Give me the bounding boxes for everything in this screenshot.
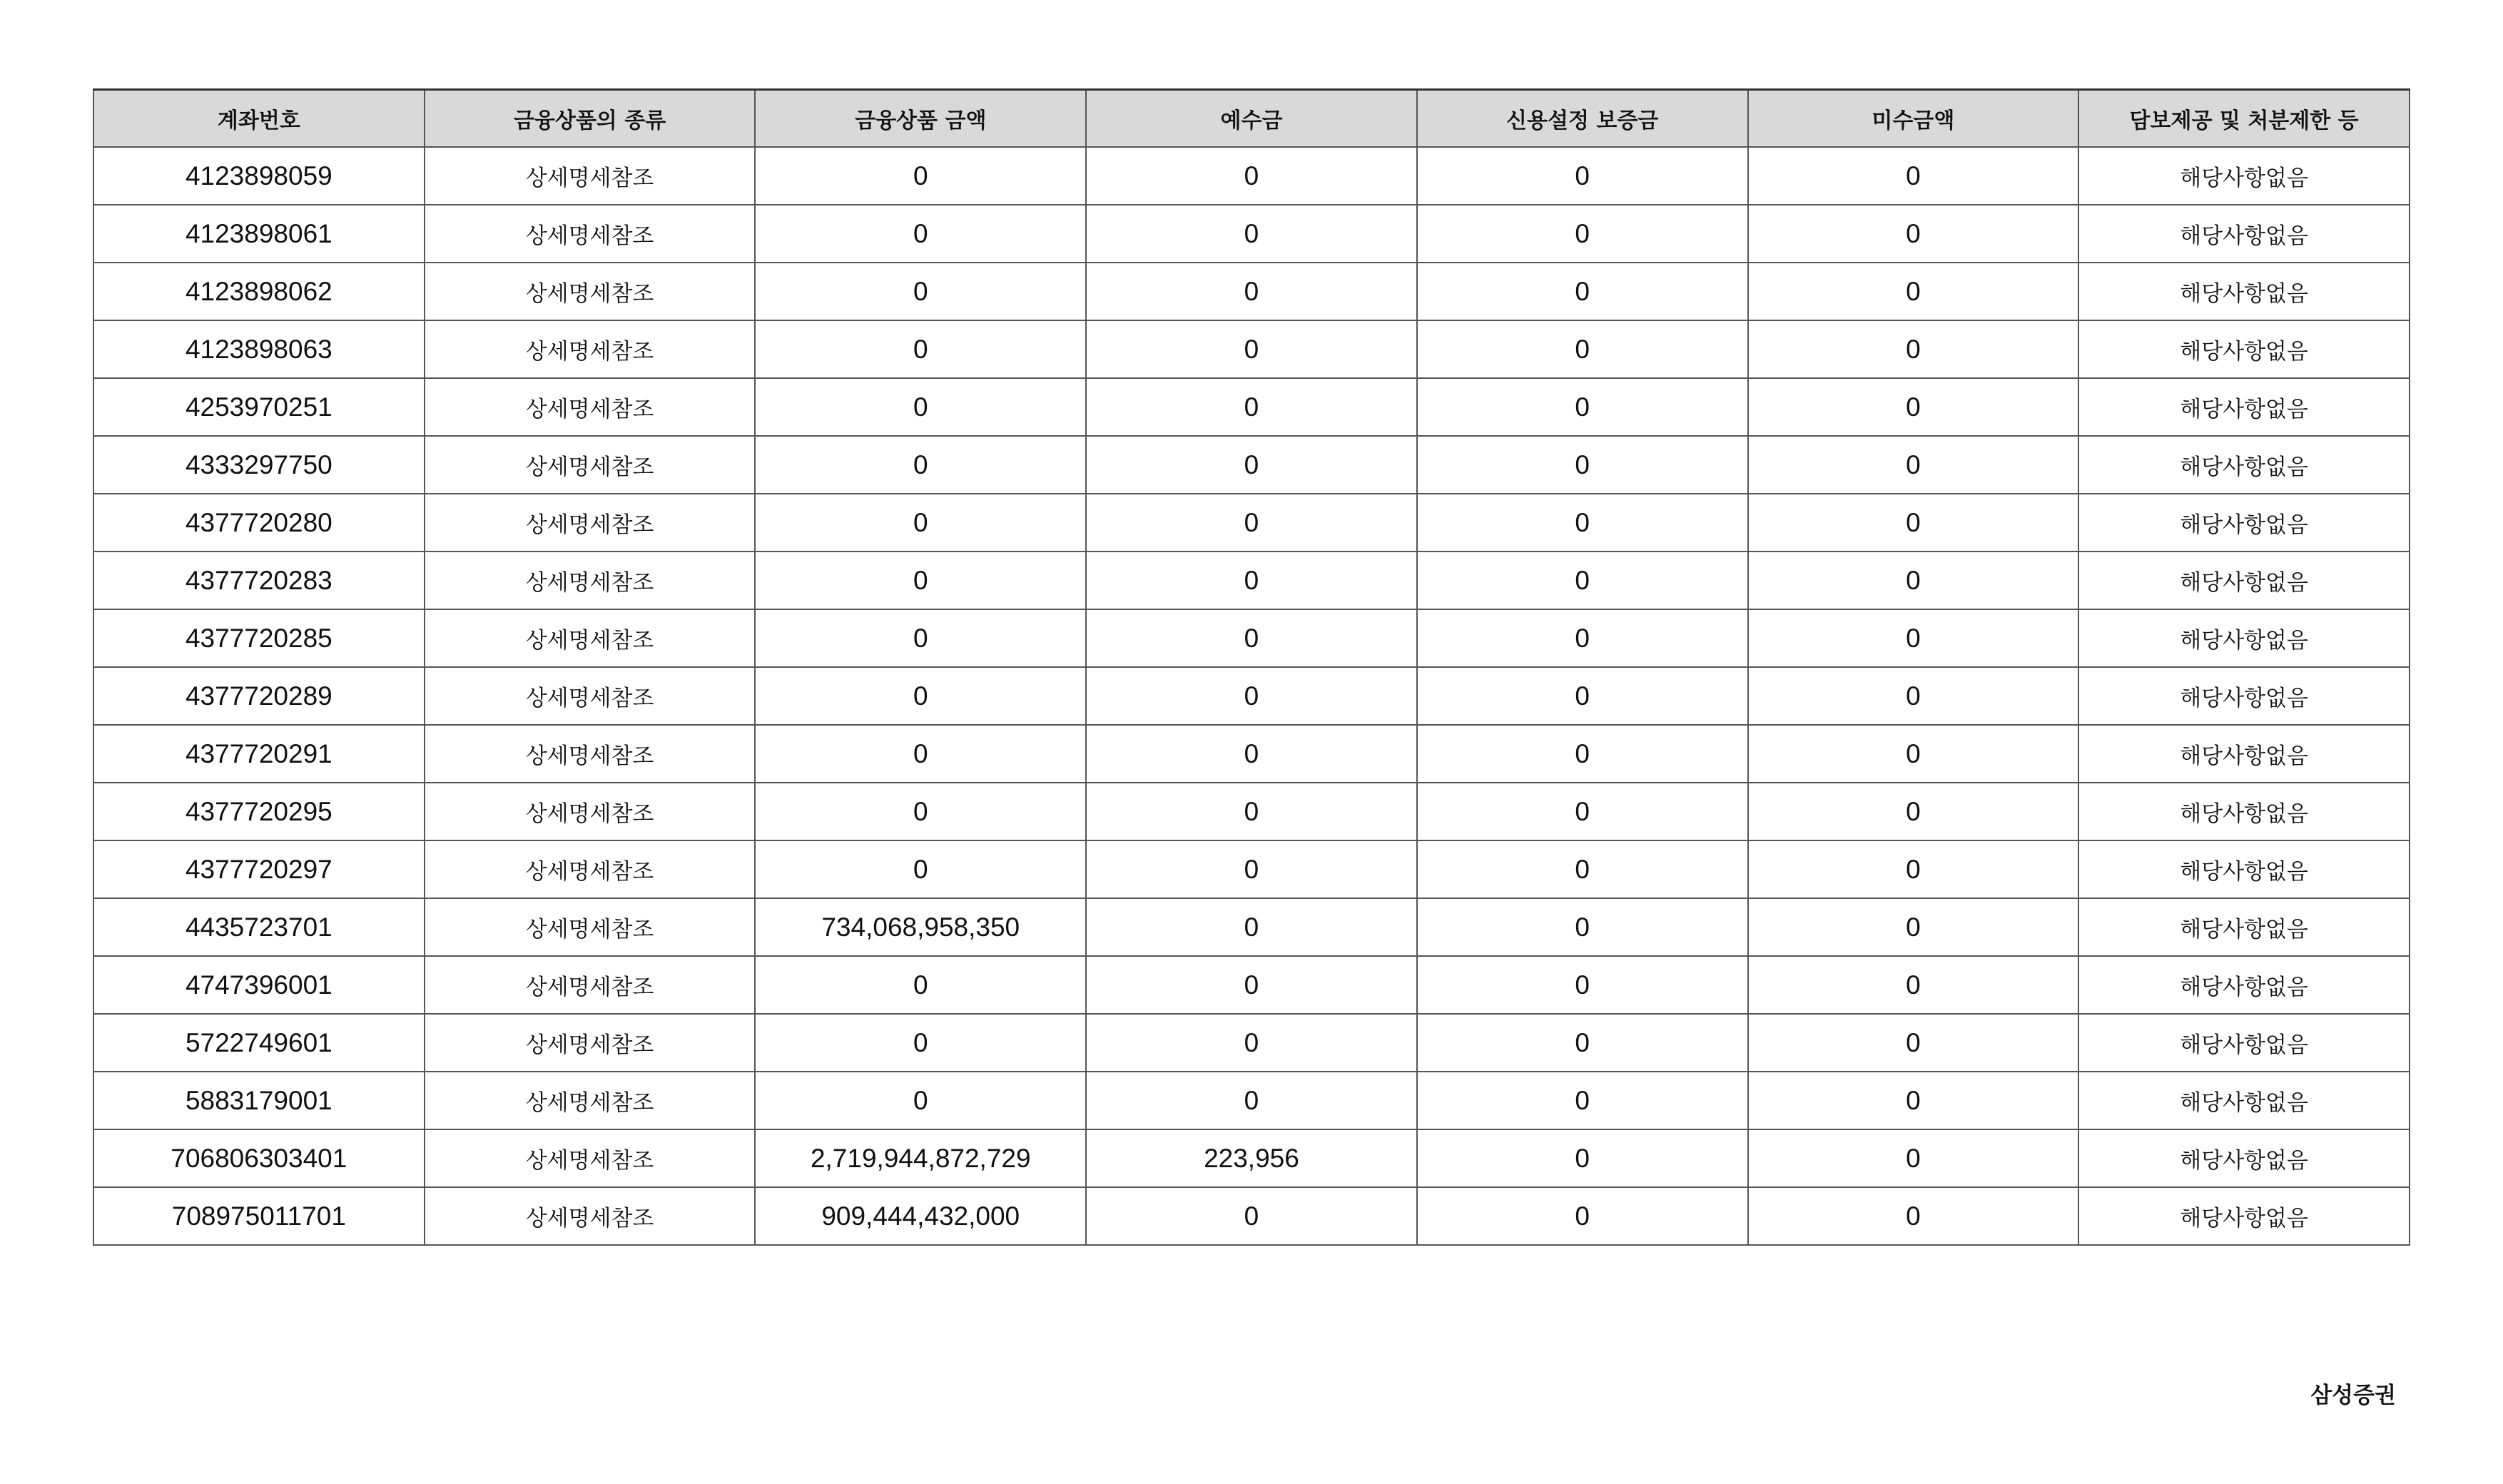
- table-row: [93, 956, 2410, 1014]
- collateral-restriction-cell: 해당사항없음: [2078, 1072, 2410, 1129]
- product-type-cell: 상세명세참조: [425, 725, 756, 783]
- product-amount-cell: 0: [755, 956, 1086, 1014]
- collateral-restriction-cell: 해당사항없음: [2078, 263, 2410, 320]
- credit-guarantee-cell: 0: [1417, 205, 1748, 263]
- column-header-product-type: 금융상품의 종류: [425, 90, 756, 148]
- unpaid-amount-cell: 0: [1748, 1129, 2079, 1187]
- credit-guarantee-cell: 0: [1417, 609, 1748, 667]
- collateral-restriction-cell: 해당사항없음: [2078, 205, 2410, 263]
- product-type-cell: 상세명세참조: [425, 898, 756, 956]
- product-amount-cell: 0: [755, 263, 1086, 320]
- table-row: [93, 320, 2410, 378]
- credit-guarantee-cell: 0: [1417, 1129, 1748, 1187]
- deposit-cell: 0: [1086, 609, 1417, 667]
- product-type-cell: 상세명세참조: [425, 1187, 756, 1245]
- product-amount-cell: 0: [755, 205, 1086, 263]
- unpaid-amount-cell: 0: [1748, 320, 2079, 378]
- account-number-cell: 4123898059: [93, 147, 425, 205]
- product-amount-cell: 734,068,958,350: [755, 898, 1086, 956]
- deposit-cell: 0: [1086, 1187, 1417, 1245]
- account-number-cell: 4435723701: [93, 898, 425, 956]
- column-header-credit-guarantee: 신용설정 보증금: [1417, 90, 1748, 148]
- credit-guarantee-cell: 0: [1417, 1072, 1748, 1129]
- credit-guarantee-cell: 0: [1417, 263, 1748, 320]
- collateral-restriction-cell: 해당사항없음: [2078, 1014, 2410, 1072]
- product-amount-cell: 0: [755, 552, 1086, 609]
- table-row: [93, 783, 2410, 840]
- product-type-cell: 상세명세참조: [425, 1014, 756, 1072]
- table-row: [93, 840, 2410, 898]
- collateral-restriction-cell: 해당사항없음: [2078, 147, 2410, 205]
- table-row: [93, 1072, 2410, 1129]
- credit-guarantee-cell: 0: [1417, 667, 1748, 725]
- account-number-cell: 4377720289: [93, 667, 425, 725]
- deposit-cell: 0: [1086, 725, 1417, 783]
- product-amount-cell: 909,444,432,000: [755, 1187, 1086, 1245]
- product-amount-cell: 0: [755, 147, 1086, 205]
- collateral-restriction-cell: 해당사항없음: [2078, 725, 2410, 783]
- table-row: [93, 1014, 2410, 1072]
- column-header-unpaid-amount: 미수금액: [1748, 90, 2079, 148]
- product-type-cell: 상세명세참조: [425, 205, 756, 263]
- credit-guarantee-cell: 0: [1417, 956, 1748, 1014]
- unpaid-amount-cell: 0: [1748, 205, 2079, 263]
- company-name: 삼성증권: [2310, 1383, 2396, 1408]
- collateral-restriction-cell: 해당사항없음: [2078, 783, 2410, 840]
- product-amount-cell: 0: [755, 783, 1086, 840]
- table-row: [93, 898, 2410, 956]
- unpaid-amount-cell: 0: [1748, 263, 2079, 320]
- column-header-account-number: 계좌번호: [93, 90, 425, 148]
- table-body: [93, 147, 2410, 1245]
- account-number-cell: 708975011701: [93, 1187, 425, 1245]
- product-type-cell: 상세명세참조: [425, 552, 756, 609]
- table-row: [93, 609, 2410, 667]
- column-header-collateral-restriction: 담보제공 및 처분제한 등: [2078, 90, 2410, 148]
- table-row: [93, 1129, 2410, 1187]
- unpaid-amount-cell: 0: [1748, 725, 2079, 783]
- credit-guarantee-cell: 0: [1417, 1187, 1748, 1245]
- credit-guarantee-cell: 0: [1417, 898, 1748, 956]
- credit-guarantee-cell: 0: [1417, 725, 1748, 783]
- unpaid-amount-cell: 0: [1748, 494, 2079, 552]
- credit-guarantee-cell: 0: [1417, 783, 1748, 840]
- account-number-cell: 4377720285: [93, 609, 425, 667]
- table-row: [93, 436, 2410, 494]
- product-amount-cell: 0: [755, 667, 1086, 725]
- collateral-restriction-cell: 해당사항없음: [2078, 378, 2410, 436]
- product-amount-cell: 0: [755, 436, 1086, 494]
- collateral-restriction-cell: 해당사항없음: [2078, 956, 2410, 1014]
- column-header-product-amount: 금융상품 금액: [755, 90, 1086, 148]
- table-row: [93, 494, 2410, 552]
- credit-guarantee-cell: 0: [1417, 1014, 1748, 1072]
- deposit-cell: 0: [1086, 205, 1417, 263]
- unpaid-amount-cell: 0: [1748, 552, 2079, 609]
- collateral-restriction-cell: 해당사항없음: [2078, 609, 2410, 667]
- product-amount-cell: 2,719,944,872,729: [755, 1129, 1086, 1187]
- account-number-cell: 4123898063: [93, 320, 425, 378]
- table-row: [93, 667, 2410, 725]
- product-type-cell: 상세명세참조: [425, 840, 756, 898]
- collateral-restriction-cell: 해당사항없음: [2078, 320, 2410, 378]
- collateral-restriction-cell: 해당사항없음: [2078, 840, 2410, 898]
- deposit-cell: 223,956: [1086, 1129, 1417, 1187]
- account-number-cell: 706806303401: [93, 1129, 425, 1187]
- credit-guarantee-cell: 0: [1417, 320, 1748, 378]
- table-row: [93, 378, 2410, 436]
- product-type-cell: 상세명세참조: [425, 436, 756, 494]
- deposit-cell: 0: [1086, 320, 1417, 378]
- collateral-restriction-cell: 해당사항없음: [2078, 1129, 2410, 1187]
- product-amount-cell: 0: [755, 609, 1086, 667]
- account-number-cell: 4123898062: [93, 263, 425, 320]
- unpaid-amount-cell: 0: [1748, 436, 2079, 494]
- table-row: [93, 147, 2410, 205]
- account-number-cell: 4377720295: [93, 783, 425, 840]
- deposit-cell: 0: [1086, 840, 1417, 898]
- deposit-cell: 0: [1086, 783, 1417, 840]
- table-row: [93, 205, 2410, 263]
- unpaid-amount-cell: 0: [1748, 1072, 2079, 1129]
- collateral-restriction-cell: 해당사항없음: [2078, 552, 2410, 609]
- credit-guarantee-cell: 0: [1417, 147, 1748, 205]
- credit-guarantee-cell: 0: [1417, 378, 1748, 436]
- deposit-cell: 0: [1086, 552, 1417, 609]
- product-type-cell: 상세명세참조: [425, 783, 756, 840]
- table-header-row: [93, 90, 2410, 148]
- collateral-restriction-cell: 해당사항없음: [2078, 436, 2410, 494]
- deposit-cell: 0: [1086, 898, 1417, 956]
- product-amount-cell: 0: [755, 725, 1086, 783]
- unpaid-amount-cell: 0: [1748, 898, 2079, 956]
- table-row: [93, 1187, 2410, 1245]
- unpaid-amount-cell: 0: [1748, 609, 2079, 667]
- table-row: [93, 263, 2410, 320]
- deposit-cell: 0: [1086, 147, 1417, 205]
- deposit-cell: 0: [1086, 1072, 1417, 1129]
- collateral-restriction-cell: 해당사항없음: [2078, 494, 2410, 552]
- unpaid-amount-cell: 0: [1748, 1187, 2079, 1245]
- account-number-cell: 5883179001: [93, 1072, 425, 1129]
- unpaid-amount-cell: 0: [1748, 1014, 2079, 1072]
- deposit-cell: 0: [1086, 436, 1417, 494]
- unpaid-amount-cell: 0: [1748, 147, 2079, 205]
- credit-guarantee-cell: 0: [1417, 840, 1748, 898]
- account-number-cell: 5722749601: [93, 1014, 425, 1072]
- product-amount-cell: 0: [755, 840, 1086, 898]
- product-type-cell: 상세명세참조: [425, 667, 756, 725]
- deposit-cell: 0: [1086, 494, 1417, 552]
- table-row: [93, 725, 2410, 783]
- collateral-restriction-cell: 해당사항없음: [2078, 667, 2410, 725]
- credit-guarantee-cell: 0: [1417, 436, 1748, 494]
- account-number-cell: 4377720291: [93, 725, 425, 783]
- product-amount-cell: 0: [755, 1072, 1086, 1129]
- credit-guarantee-cell: 0: [1417, 552, 1748, 609]
- account-number-cell: 4253970251: [93, 378, 425, 436]
- product-type-cell: 상세명세참조: [425, 1072, 756, 1129]
- collateral-restriction-cell: 해당사항없음: [2078, 898, 2410, 956]
- deposit-cell: 0: [1086, 667, 1417, 725]
- product-type-cell: 상세명세참조: [425, 494, 756, 552]
- table-row: [93, 552, 2410, 609]
- account-assets-table: [93, 88, 2410, 1246]
- account-number-cell: 4333297750: [93, 436, 425, 494]
- product-type-cell: 상세명세참조: [425, 147, 756, 205]
- account-number-cell: 4123898061: [93, 205, 425, 263]
- unpaid-amount-cell: 0: [1748, 956, 2079, 1014]
- credit-guarantee-cell: 0: [1417, 494, 1748, 552]
- unpaid-amount-cell: 0: [1748, 783, 2079, 840]
- unpaid-amount-cell: 0: [1748, 378, 2079, 436]
- unpaid-amount-cell: 0: [1748, 667, 2079, 725]
- deposit-cell: 0: [1086, 263, 1417, 320]
- column-header-deposit: 예수금: [1086, 90, 1417, 148]
- deposit-cell: 0: [1086, 956, 1417, 1014]
- product-type-cell: 상세명세참조: [425, 1129, 756, 1187]
- deposit-cell: 0: [1086, 1014, 1417, 1072]
- product-amount-cell: 0: [755, 1014, 1086, 1072]
- product-type-cell: 상세명세참조: [425, 320, 756, 378]
- product-type-cell: 상세명세참조: [425, 378, 756, 436]
- account-number-cell: 4377720283: [93, 552, 425, 609]
- product-type-cell: 상세명세참조: [425, 609, 756, 667]
- product-type-cell: 상세명세참조: [425, 263, 756, 320]
- account-number-cell: 4747396001: [93, 956, 425, 1014]
- product-amount-cell: 0: [755, 494, 1086, 552]
- product-type-cell: 상세명세참조: [425, 956, 756, 1014]
- unpaid-amount-cell: 0: [1748, 840, 2079, 898]
- collateral-restriction-cell: 해당사항없음: [2078, 1187, 2410, 1245]
- product-amount-cell: 0: [755, 378, 1086, 436]
- account-number-cell: 4377720280: [93, 494, 425, 552]
- deposit-cell: 0: [1086, 378, 1417, 436]
- account-number-cell: 4377720297: [93, 840, 425, 898]
- product-amount-cell: 0: [755, 320, 1086, 378]
